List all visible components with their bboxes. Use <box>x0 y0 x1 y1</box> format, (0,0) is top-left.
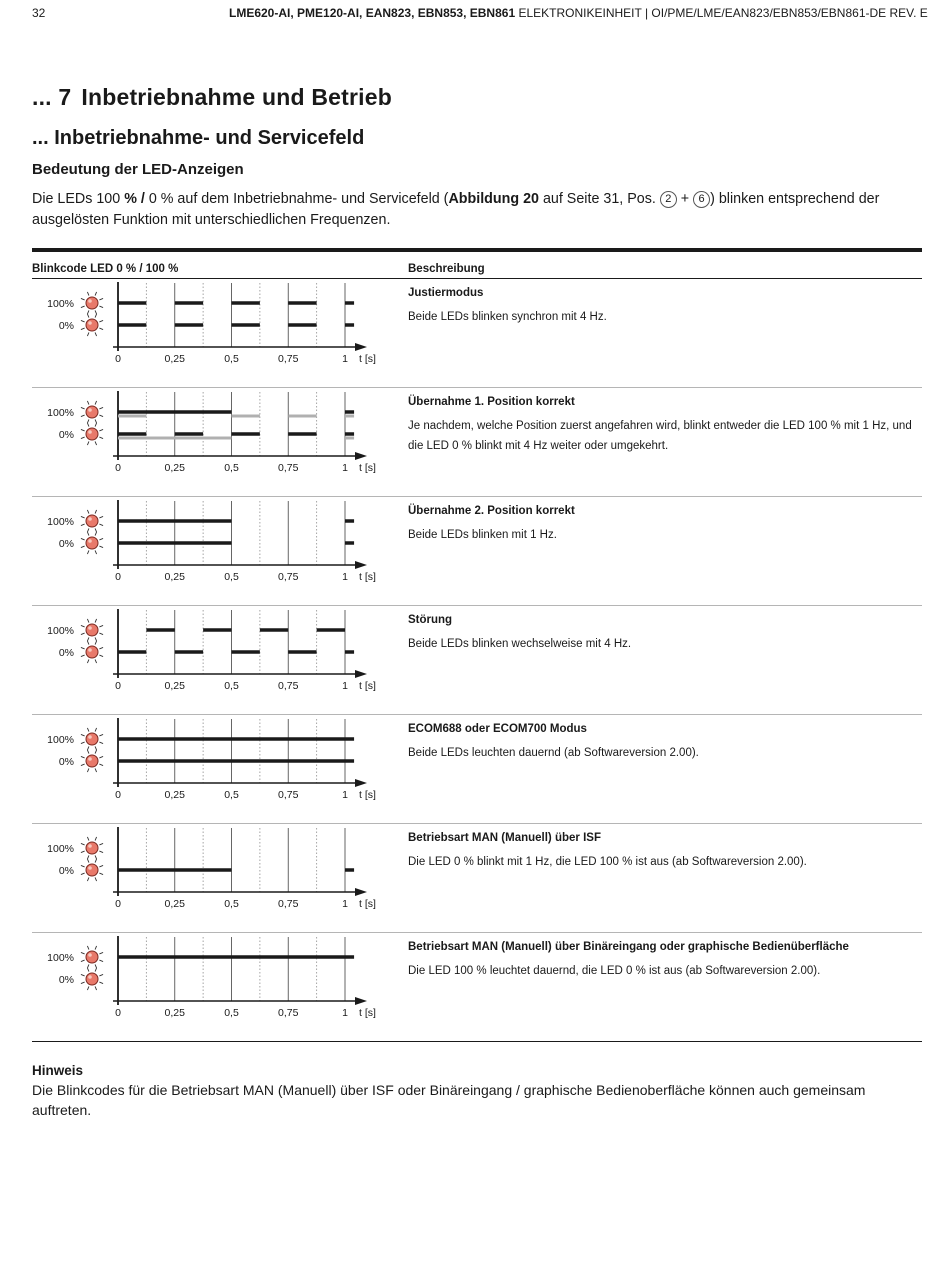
position-marker-2: 2 <box>660 191 677 208</box>
x-tick-label: 0,5 <box>224 1007 239 1019</box>
led-body <box>86 406 98 418</box>
row-title: Justiermodus <box>408 287 484 299</box>
led-0-label: 0% <box>58 865 74 877</box>
intro-text-1: Die LEDs 100 <box>32 191 125 207</box>
row-title: Übernahme 2. Position korrekt <box>408 505 575 517</box>
x-axis-arrow <box>355 997 367 1005</box>
led-ray <box>87 510 89 514</box>
note-heading: Hinweis <box>32 1063 84 1078</box>
led-body <box>86 733 98 745</box>
led-ray <box>99 756 103 758</box>
blinkcode-diagram <box>32 824 408 932</box>
row-text: Die LED 100 % leuchtet dauernd, die LED 0 % ist aus (ab Softwareversion 2.00). <box>408 965 821 977</box>
led-100-label: 100% <box>47 407 74 419</box>
led-ray <box>99 546 103 548</box>
led-ray <box>81 851 85 853</box>
intro-bold-1: % / <box>124 191 149 207</box>
led-ray <box>81 625 85 627</box>
x-axis-arrow <box>355 452 367 460</box>
led-ray <box>95 637 97 641</box>
led-icon <box>81 401 103 423</box>
intro-plus: + <box>676 191 694 207</box>
x-tick-label: 0 <box>115 571 121 583</box>
blinkcode-diagram <box>32 497 408 605</box>
led-ray <box>87 314 89 318</box>
x-tick-label: 1 <box>342 571 348 583</box>
led-ray <box>81 429 85 431</box>
led-ray <box>81 320 85 322</box>
led-0-label: 0% <box>58 974 74 986</box>
blinkcode-diagram <box>32 933 408 1041</box>
led-100-label: 100% <box>47 625 74 637</box>
led-ray <box>99 437 103 439</box>
led-highlight <box>88 321 92 325</box>
x-axis-arrow <box>355 561 367 569</box>
led-body <box>86 297 98 309</box>
row-description <box>408 723 922 763</box>
led-ray <box>87 401 89 405</box>
led-ray <box>81 742 85 744</box>
document-reference: ELEKTRONIKEINHEIT | OI/PME/LME/EAN823/EBN853/EBN861-DE REV. E <box>518 6 928 20</box>
led-ray <box>81 298 85 300</box>
intro-paragraph <box>32 189 922 231</box>
intro-text-3: auf Seite 31, Pos. <box>538 191 660 207</box>
led-ray <box>87 964 89 968</box>
document-title <box>229 6 928 20</box>
x-axis-arrow <box>355 779 367 787</box>
led-highlight <box>88 648 92 652</box>
led-ray <box>81 960 85 962</box>
led-ray <box>99 516 103 518</box>
x-tick-label: 0,5 <box>224 571 239 583</box>
led-ray <box>87 332 89 336</box>
led-ray <box>81 415 85 417</box>
led-ray <box>81 756 85 758</box>
led-ray <box>99 328 103 330</box>
x-tick-label: 0 <box>115 789 121 801</box>
x-tick-label: 0,25 <box>164 1007 185 1019</box>
led-ray <box>87 641 89 645</box>
row-text: Beide LEDs leuchten dauernd (ab Softwareversion 2.00). <box>408 747 699 759</box>
led-0-label: 0% <box>58 320 74 332</box>
led-ray <box>87 292 89 296</box>
led-body <box>86 646 98 658</box>
led-highlight <box>88 975 92 979</box>
table-body <box>32 279 922 1042</box>
led-highlight <box>88 626 92 630</box>
x-axis-arrow <box>355 343 367 351</box>
led-ray <box>81 843 85 845</box>
led-body <box>86 319 98 331</box>
led-highlight <box>88 517 92 521</box>
x-tick-label: 1 <box>342 1007 348 1019</box>
led-ray <box>87 986 89 990</box>
led-ray <box>87 877 89 881</box>
led-icon <box>81 314 103 336</box>
led-highlight <box>88 866 92 870</box>
x-tick-label: 0 <box>115 680 121 692</box>
product-list: LME620-AI, PME120-AI, EAN823, EBN853, EBN861 <box>229 6 516 20</box>
led-ray <box>95 550 97 554</box>
x-tick-label: 0 <box>115 462 121 474</box>
x-tick-label: 0 <box>115 353 121 365</box>
led-body <box>86 864 98 876</box>
row-description <box>408 396 922 456</box>
x-tick-label: 1 <box>342 353 348 365</box>
x-tick-label: 0,75 <box>278 462 299 474</box>
led-ray <box>87 637 89 641</box>
row-title: ECOM688 oder ECOM700 Modus <box>408 723 587 735</box>
x-tick-label: 1 <box>342 462 348 474</box>
led-ray <box>99 298 103 300</box>
x-tick-label: 0,25 <box>164 680 185 692</box>
led-ray <box>87 659 89 663</box>
led-ray <box>99 633 103 635</box>
led-100-label: 100% <box>47 298 74 310</box>
led-ray <box>81 873 85 875</box>
blinkcode-diagram <box>32 388 408 496</box>
x-tick-label: 0,75 <box>278 353 299 365</box>
table-row <box>32 824 922 933</box>
led-ray <box>81 974 85 976</box>
x-axis-unit: t [s] <box>359 353 376 365</box>
led-ray <box>87 550 89 554</box>
led-icon <box>81 728 103 750</box>
x-tick-label: 0,5 <box>224 898 239 910</box>
row-title: Übernahme 1. Position korrekt <box>408 396 575 408</box>
blinkcode-diagram <box>32 279 408 387</box>
chapter-number: ... 7 <box>32 84 72 110</box>
row-description <box>408 287 922 327</box>
led-ray <box>81 647 85 649</box>
led-ray <box>95 528 97 532</box>
note-text: Die Blinkcodes für die Betriebsart MAN (Manuell) über ISF oder Binäreingang / graphische Bedienoberfläche können auch gemeinsam auftreten. <box>32 1082 866 1118</box>
led-body <box>86 951 98 963</box>
led-ray <box>81 655 85 657</box>
x-tick-label: 0,5 <box>224 353 239 365</box>
column-header-blinkcode: Blinkcode LED 0 % / 100 % <box>32 263 179 275</box>
row-description <box>408 614 922 654</box>
led-ray <box>87 746 89 750</box>
led-ray <box>81 407 85 409</box>
led-ray <box>81 437 85 439</box>
led-ray <box>87 528 89 532</box>
table-row <box>32 279 922 388</box>
led-ray <box>99 407 103 409</box>
led-body <box>86 973 98 985</box>
led-ray <box>87 423 89 427</box>
led-ray <box>87 946 89 950</box>
x-tick-label: 0,75 <box>278 680 299 692</box>
led-ray <box>81 516 85 518</box>
x-tick-label: 0,25 <box>164 353 185 365</box>
led-0-label: 0% <box>58 538 74 550</box>
chapter-title: Inbetriebnahme und Betrieb <box>81 84 392 110</box>
led-ray <box>95 532 97 536</box>
row-title: Betriebsart MAN (Manuell) über ISF <box>408 832 601 844</box>
led-ray <box>87 419 89 423</box>
led-ray <box>87 968 89 972</box>
led-ray <box>95 855 97 859</box>
led-icon <box>81 532 103 554</box>
led-0-label: 0% <box>58 647 74 659</box>
led-ray <box>81 952 85 954</box>
led-ray <box>95 986 97 990</box>
table-row <box>32 497 922 606</box>
page-header <box>32 6 928 22</box>
led-ray <box>99 320 103 322</box>
led-ray <box>87 837 89 841</box>
led-100-label: 100% <box>47 952 74 964</box>
led-ray <box>99 960 103 962</box>
table-row <box>32 933 922 1042</box>
led-ray <box>81 764 85 766</box>
row-text: Beide LEDs blinken wechselweise mit 4 Hz. <box>408 638 632 650</box>
led-100-label: 100% <box>47 843 74 855</box>
led-highlight <box>88 299 92 303</box>
led-ray <box>99 764 103 766</box>
row-description <box>408 941 922 981</box>
led-ray <box>99 974 103 976</box>
x-tick-label: 0,75 <box>278 789 299 801</box>
led-ray <box>99 655 103 657</box>
led-ray <box>99 851 103 853</box>
row-text: Je nachdem, welche Position zuerst angefahren wird, blinkt entweder die LED 100 % mit 1 Hz, und die LED 0 % blinkt mit 4 Hz weiter oder umgekehrt. <box>408 420 912 452</box>
row-description <box>408 505 922 545</box>
table-row <box>32 388 922 497</box>
led-ray <box>81 306 85 308</box>
led-ray <box>95 419 97 423</box>
led-ray <box>95 314 97 318</box>
x-tick-label: 0,25 <box>164 571 185 583</box>
led-ray <box>99 843 103 845</box>
led-ray <box>99 742 103 744</box>
led-ray <box>95 510 97 514</box>
led-ray <box>87 310 89 314</box>
led-icon <box>81 968 103 990</box>
table-row <box>32 606 922 715</box>
table-header <box>32 252 922 279</box>
x-tick-label: 0 <box>115 1007 121 1019</box>
chapter-heading <box>32 84 392 111</box>
x-axis-arrow <box>355 888 367 896</box>
x-tick-label: 0,75 <box>278 898 299 910</box>
row-text: Die LED 0 % blinkt mit 1 Hz, die LED 100 % ist aus (ab Softwareversion 2.00). <box>408 856 807 868</box>
led-highlight <box>88 539 92 543</box>
row-text: Beide LEDs blinken synchron mit 4 Hz. <box>408 311 607 323</box>
led-ray <box>99 873 103 875</box>
led-0-label: 0% <box>58 756 74 768</box>
x-tick-label: 0,5 <box>224 680 239 692</box>
led-ray <box>95 401 97 405</box>
intro-text-4: ) blinken entsprechend der ausgelösten Funktion mit unterschiedlichen Frequenzen. <box>32 191 880 228</box>
led-ray <box>95 659 97 663</box>
led-ray <box>99 625 103 627</box>
led-ray <box>99 415 103 417</box>
x-tick-label: 0,25 <box>164 462 185 474</box>
x-tick-label: 1 <box>342 898 348 910</box>
led-icon <box>81 837 103 859</box>
x-tick-label: 0 <box>115 898 121 910</box>
led-ray <box>87 768 89 772</box>
led-ray <box>81 734 85 736</box>
led-ray <box>87 532 89 536</box>
led-ray <box>95 964 97 968</box>
led-ray <box>99 734 103 736</box>
blinkcode-diagram <box>32 606 408 714</box>
figure-reference: Abbildung 20 <box>448 191 539 207</box>
led-ray <box>81 982 85 984</box>
row-title: Störung <box>408 614 453 626</box>
led-ray <box>81 633 85 635</box>
led-highlight <box>88 408 92 412</box>
subsection-heading: Bedeutung der LED-Anzeigen <box>32 161 244 178</box>
led-ray <box>87 750 89 754</box>
led-ray <box>99 538 103 540</box>
x-axis-unit: t [s] <box>359 462 376 474</box>
led-highlight <box>88 430 92 434</box>
led-ray <box>95 837 97 841</box>
led-ray <box>99 429 103 431</box>
row-description <box>408 832 922 872</box>
led-ray <box>95 968 97 972</box>
row-text: Beide LEDs blinken mit 1 Hz. <box>408 529 557 541</box>
led-0-label: 0% <box>58 429 74 441</box>
led-ray <box>95 619 97 623</box>
led-ray <box>95 292 97 296</box>
x-axis-unit: t [s] <box>359 680 376 692</box>
led-ray <box>95 423 97 427</box>
x-tick-label: 1 <box>342 789 348 801</box>
led-ray <box>95 332 97 336</box>
note-box <box>32 1063 924 1120</box>
led-icon <box>81 423 103 445</box>
led-highlight <box>88 757 92 761</box>
led-icon <box>81 619 103 641</box>
led-ray <box>95 859 97 863</box>
x-tick-label: 0,5 <box>224 789 239 801</box>
led-body <box>86 428 98 440</box>
x-tick-label: 0,25 <box>164 789 185 801</box>
led-ray <box>81 865 85 867</box>
led-100-label: 100% <box>47 516 74 528</box>
led-ray <box>95 310 97 314</box>
led-highlight <box>88 735 92 739</box>
led-ray <box>99 524 103 526</box>
x-tick-label: 0,25 <box>164 898 185 910</box>
section-heading: ... Inbetriebnahme- und Servicefeld <box>32 127 365 149</box>
x-axis-unit: t [s] <box>359 571 376 583</box>
blinkcode-table <box>32 248 922 1042</box>
x-tick-label: 1 <box>342 680 348 692</box>
led-ray <box>87 855 89 859</box>
led-ray <box>95 746 97 750</box>
led-ray <box>95 768 97 772</box>
led-icon <box>81 859 103 881</box>
led-body <box>86 515 98 527</box>
led-body <box>86 537 98 549</box>
led-ray <box>87 859 89 863</box>
led-ray <box>87 619 89 623</box>
table-row <box>32 715 922 824</box>
intro-text-2: 0 % auf dem Inbetriebnahme- und Servicefeld ( <box>148 191 449 207</box>
led-icon <box>81 750 103 772</box>
led-ray <box>95 750 97 754</box>
led-ray <box>95 728 97 732</box>
blinkcode-diagram <box>32 715 408 823</box>
led-ray <box>99 952 103 954</box>
x-axis-unit: t [s] <box>359 1007 376 1019</box>
led-icon <box>81 641 103 663</box>
led-highlight <box>88 953 92 957</box>
position-marker-6: 6 <box>693 191 710 208</box>
row-title: Betriebsart MAN (Manuell) über Binäreingang oder graphische Bedienüberfläche <box>408 941 849 953</box>
x-axis-unit: t [s] <box>359 898 376 910</box>
x-tick-label: 0,5 <box>224 462 239 474</box>
led-ray <box>99 865 103 867</box>
x-tick-label: 0,75 <box>278 571 299 583</box>
led-ray <box>99 306 103 308</box>
led-body <box>86 842 98 854</box>
led-ray <box>87 441 89 445</box>
led-ray <box>81 328 85 330</box>
x-axis-unit: t [s] <box>359 789 376 801</box>
led-ray <box>99 647 103 649</box>
led-body <box>86 755 98 767</box>
led-100-label: 100% <box>47 734 74 746</box>
led-ray <box>95 877 97 881</box>
led-ray <box>99 982 103 984</box>
led-ray <box>95 641 97 645</box>
led-body <box>86 624 98 636</box>
page-number: 32 <box>32 6 46 20</box>
led-ray <box>81 546 85 548</box>
led-ray <box>81 524 85 526</box>
led-ray <box>87 728 89 732</box>
led-icon <box>81 510 103 532</box>
led-icon <box>81 946 103 968</box>
led-ray <box>95 946 97 950</box>
led-ray <box>95 441 97 445</box>
x-axis-arrow <box>355 670 367 678</box>
led-highlight <box>88 844 92 848</box>
column-header-description: Beschreibung <box>408 263 485 275</box>
led-icon <box>81 292 103 314</box>
led-ray <box>81 538 85 540</box>
x-tick-label: 0,75 <box>278 1007 299 1019</box>
